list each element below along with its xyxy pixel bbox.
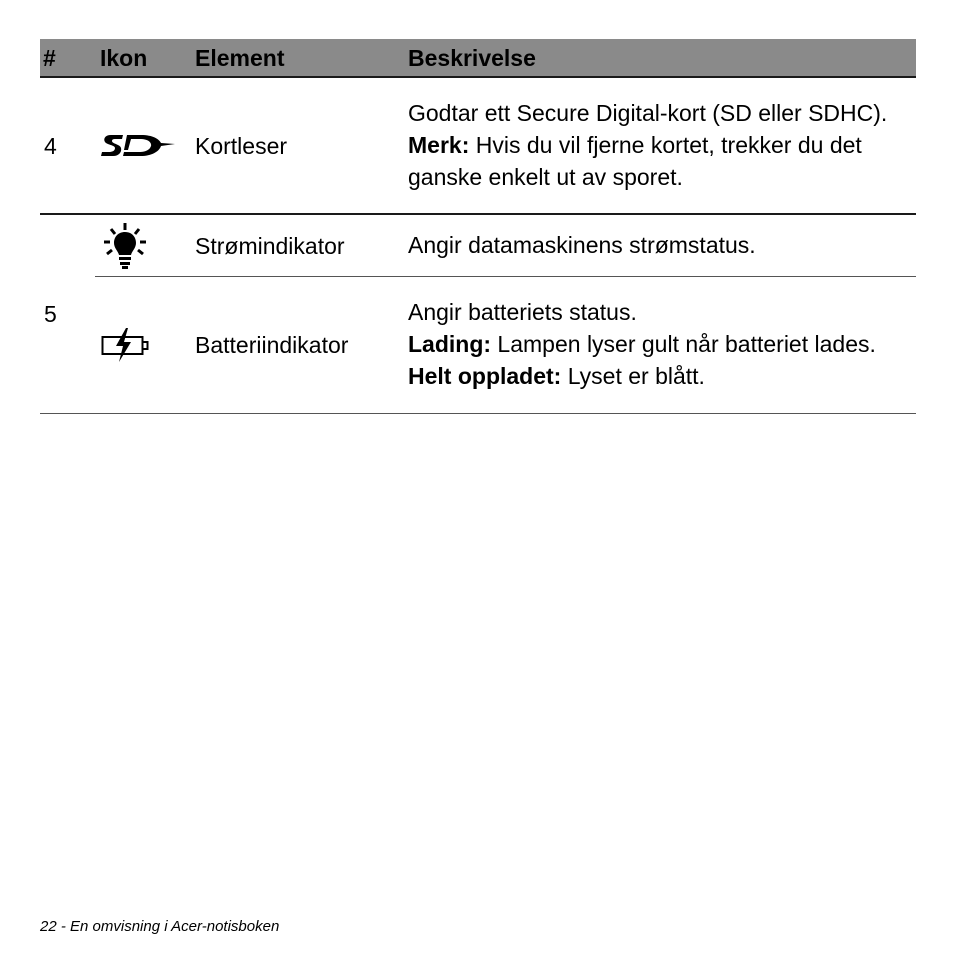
description-full — [408, 360, 916, 392]
row-element: Kortleser — [195, 77, 408, 214]
row-number: 5 — [40, 214, 95, 414]
note-text: Hvis du vil fjerne kortet, trekker du det ganske enkelt ut av sporet. — [408, 131, 862, 190]
header-icon: Ikon — [95, 39, 195, 77]
charging-label: Lading: — [408, 331, 492, 357]
row-element: Strømindikator — [195, 214, 408, 277]
row-element: Batteriindikator — [195, 277, 408, 414]
full-text: Lyset er blått. — [561, 363, 705, 389]
table-row — [40, 214, 916, 277]
description-text: Angir batteriets status. — [408, 299, 637, 325]
battery-charging-icon — [101, 327, 149, 363]
description-text: Godtar ett Secure Digital-kort (SD eller SDHC). — [408, 99, 888, 126]
table-row — [40, 77, 916, 214]
table-header-row — [40, 39, 916, 77]
sd-card-icon — [101, 133, 177, 159]
page-footer: 22 - En omvisning i Acer-notisboken — [40, 918, 280, 935]
row-description — [408, 277, 916, 414]
description-note — [408, 129, 916, 193]
row-description — [408, 77, 916, 214]
row-number: 4 — [40, 77, 95, 214]
description-charging — [408, 328, 916, 360]
header-description: Beskrivelse — [408, 39, 916, 77]
row-description — [408, 214, 916, 277]
header-element: Element — [195, 39, 408, 77]
charging-text: Lampen lyser gult når batteriet lades. — [491, 331, 876, 357]
description-text: Angir datamaskinens strømstatus. — [408, 231, 756, 258]
power-light-icon — [103, 222, 147, 270]
note-label: Merk: — [408, 131, 470, 158]
full-label: Helt oppladet: — [408, 363, 562, 389]
header-number: # — [40, 39, 95, 77]
component-table — [40, 39, 916, 414]
table-row — [40, 277, 916, 414]
